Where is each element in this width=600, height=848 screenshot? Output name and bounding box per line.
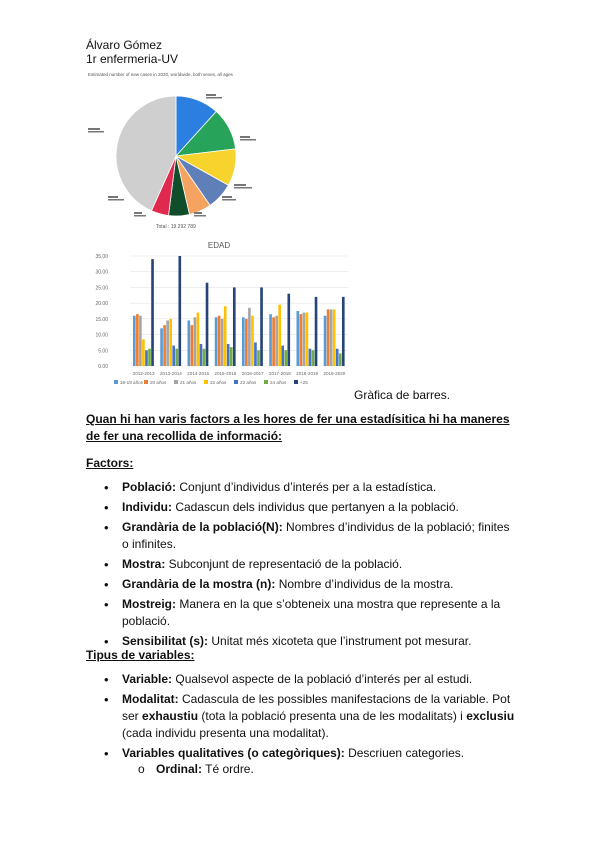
bar: [145, 350, 148, 366]
bar: [327, 309, 330, 366]
bar: [257, 350, 260, 366]
x-tick-label: 2013-2014: [159, 371, 182, 376]
y-tick-label: 25.00: [95, 285, 108, 292]
bar: [166, 320, 169, 366]
x-tick-label: 2019-2020: [323, 371, 346, 376]
bar: [178, 256, 181, 366]
bar-chart: [86, 238, 352, 396]
x-tick-label: 2018-2019: [296, 371, 319, 376]
bar: [203, 349, 206, 366]
bar: [254, 342, 257, 366]
bar: [296, 311, 299, 366]
bar-chart-legend: [114, 380, 308, 385]
legend-label: 20 años: [150, 380, 167, 385]
bar: [333, 309, 336, 366]
list-item: • Mostra: Subconjunt de representació de la població.: [86, 556, 518, 573]
bar: [187, 320, 190, 366]
y-tick-label: 35.00: [95, 254, 108, 260]
list-item: • Grandària de la mostra (n): Nombre d’individus de la mostra.: [86, 576, 518, 593]
bar: [251, 316, 254, 366]
list-item: • Població: Conjunt d’individus d’interés per a la estadística.: [86, 479, 518, 496]
list-item: • Sensibilitat (s): Unitat més xicoteta que l’instrument pot mesurar.: [86, 633, 518, 650]
legend-swatch: [204, 380, 208, 384]
bar: [248, 308, 251, 366]
bar: [303, 313, 306, 366]
bar-chart-title: EDAD: [207, 241, 231, 250]
bar: [306, 313, 309, 366]
bar: [242, 317, 245, 366]
bar: [139, 316, 142, 366]
course-name: 1r enfermeria-UV: [86, 52, 179, 66]
legend-swatch: [294, 380, 298, 384]
legend-swatch: [114, 380, 118, 384]
x-tick-label: 2015-2016: [214, 371, 237, 376]
bar: [151, 259, 154, 366]
x-tick-label: 2016-2017: [241, 371, 264, 376]
legend-label: 23 años: [240, 380, 257, 385]
bar: [230, 347, 233, 366]
legend-label: 24 años: [270, 380, 287, 385]
list-item: • Mostreig: Manera en la que s’obteneix una mostra que represente a la població.: [86, 596, 518, 630]
y-tick-label: 15.00: [95, 316, 108, 323]
bar: [315, 297, 318, 366]
bar-chart-x-ticks: [133, 371, 346, 376]
bar: [339, 353, 342, 366]
bar: [160, 328, 163, 366]
author-name: Álvaro Gómez: [86, 38, 163, 52]
bar: [169, 319, 172, 366]
x-tick-label: 2017-2018: [268, 371, 291, 376]
legend-label: 22 años: [210, 380, 227, 385]
factors-list: [86, 479, 518, 653]
list-item: • Variable: Qualsevol aspecte de la població d’interés per al estudi.: [86, 671, 518, 688]
sub-bullet: o: [138, 762, 145, 776]
bar: [278, 305, 281, 366]
pie-chart-title: Estimated number of new cases in 2020, worldwide, both sexes, all ages: [88, 72, 233, 77]
bar: [260, 287, 263, 366]
bar: [324, 316, 327, 366]
list-item: • Modalitat: Cadascula de les possibles manifestacions de la variable. Pot ser exhaustiu (tota la població presenta una de les modalitats) i exclusiu (cada individu presenta una modalitat).: [86, 691, 518, 742]
y-tick-label: 5.00: [98, 348, 108, 355]
legend-swatch: [174, 380, 178, 384]
bar: [300, 314, 303, 366]
bar: [336, 349, 339, 366]
variables-heading: Tipus de variables:: [86, 648, 195, 662]
bar: [227, 344, 230, 366]
bar: [287, 294, 290, 366]
bar: [194, 317, 197, 366]
legend-label: 21 años: [180, 380, 197, 385]
list-item: • Individu: Cadascun dels individus que pertanyen a la població.: [86, 499, 518, 516]
pie-chart: [86, 68, 276, 232]
x-tick-label: 2014-2015: [187, 371, 210, 376]
bar: [245, 319, 248, 366]
bar: [197, 313, 200, 366]
bar: [312, 350, 315, 366]
bar: [175, 349, 178, 366]
bar: [133, 316, 136, 366]
y-tick-label: 0.00: [98, 364, 108, 370]
bar-chart-bars: [133, 256, 345, 366]
bar: [206, 283, 209, 366]
bar: [218, 316, 221, 366]
legend-label: 18-19 años: [120, 380, 143, 385]
y-tick-label: 10.00: [95, 332, 108, 339]
list-item: • Grandària de la població(N): Nombres d’individus de la població; finites o infinites.: [86, 519, 518, 553]
legend-swatch: [234, 380, 238, 384]
bar: [148, 349, 151, 366]
bar: [142, 339, 145, 366]
variables-list: [86, 671, 518, 765]
bar: [284, 350, 287, 366]
legend-swatch: [264, 380, 268, 384]
bar: [191, 325, 194, 366]
bar: [224, 306, 227, 366]
bar: [269, 314, 272, 366]
bar-chart-caption: Gràfica de barres.: [354, 388, 451, 402]
x-tick-label: 2012-2013: [132, 371, 155, 376]
bar: [215, 317, 218, 366]
y-tick-label: 20.00: [95, 301, 108, 308]
bar: [281, 346, 284, 366]
bar: [275, 316, 278, 366]
bar: [233, 287, 236, 366]
bar: [221, 319, 224, 366]
legend-label: +25: [300, 380, 308, 385]
bar: [200, 344, 203, 366]
y-tick-label: 30.00: [95, 269, 108, 276]
pie-chart-total: Total : 19 292 789: [156, 224, 196, 230]
bar-chart-y-ticks: [95, 254, 108, 370]
bar: [342, 297, 345, 366]
legend-swatch: [144, 380, 148, 384]
bar: [136, 314, 139, 366]
pie-slices: [116, 96, 236, 216]
factors-heading: Factors:: [86, 456, 134, 470]
bar: [330, 309, 333, 366]
bar: [272, 317, 275, 366]
list-item: • Variables qualitatives (o categòriques): Descriuen categories.: [86, 745, 518, 762]
bar: [163, 325, 166, 366]
bar: [172, 346, 175, 366]
bar: [309, 349, 312, 366]
intro-paragraph: Quan hi han varis factors a les hores de fer una estadísitica hi ha maneres de fer una recollida de informació:: [86, 412, 510, 443]
